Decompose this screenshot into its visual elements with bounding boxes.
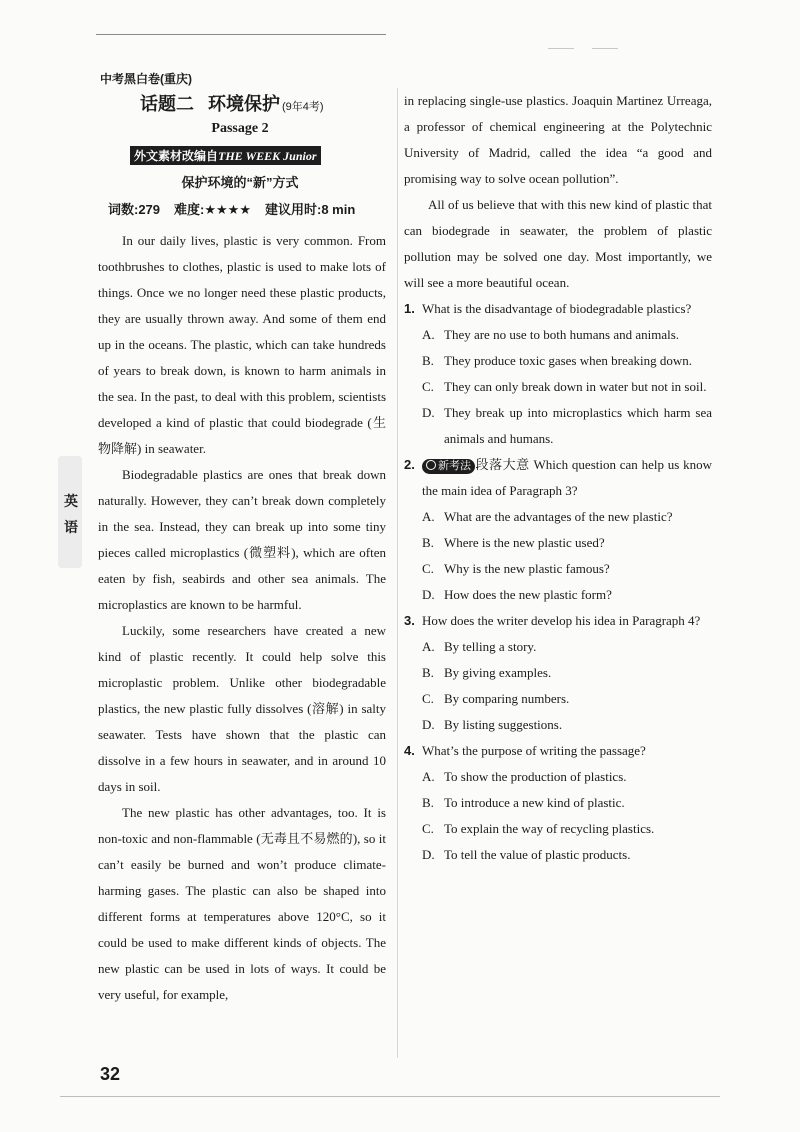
question-text: 段落大意 Which question can help us know the main idea of Paragraph 3? [422,457,712,498]
passage-subtitle: 保护环境的“新”方式 [181,175,299,190]
option-label: D. [422,717,435,732]
question-1 [404,296,712,452]
option-text: Where is the new plastic used? [444,535,605,550]
option-d [422,582,712,608]
option-label: C. [422,821,434,836]
topic-title: 环境保护 [208,94,280,114]
passage-paragraph-2: Biodegradable plastics are ones that break down naturally. However, they can’t break down completely in the sea. Instead, they can break up into some tiny pieces called microplastics (微塑料), which are often eaten by fish, seabirds and other sea animals. The microplastics are known to be harmful. [98,467,386,612]
option-c [422,374,712,400]
passage-paragraph-1: In our daily lives, plastic is very common. From toothbrushes to clothes, plastic is used to make lots of things. Once we no longer need these plastic products, they are usually thrown away. And some of them end up in the oceans. The plastic, which can take hundreds of years to break down, is known to harm animals in the sea. In the past, to deal with this problem, scientists developed a kind of plastic that could biodegrade (生物降解) in seawater. [98,233,386,456]
option-label: D. [422,405,435,420]
option-d [422,400,712,452]
question-text: What’s the purpose of writing the passage? [422,743,646,758]
option-text: What are the advantages of the new plastic? [444,509,673,524]
top-mark [592,48,618,49]
option-b [422,530,712,556]
passage-paragraph-5: All of us believe that with this new kind of plastic that can biodegrade in seawater, the problem of plastic pollution may be solved one day. Most importantly, we will see a more beautiful ocean. [404,197,712,290]
option-label: B. [422,535,434,550]
question-number: 1. [404,301,415,316]
topic-heading [140,90,324,116]
passage-paragraph-4-continued: in replacing single-use plastics. Joaquin Martinez Urreaga, a professor of chemical engineering at the Polytechnic University of Madrid, called the idea “a good and promising way to solve ocean pollution”. [404,93,712,186]
subject-side-label: 英语 [64,493,78,535]
new-method-badge [422,459,475,474]
option-label: A. [422,327,435,342]
question-number: 2. [404,457,415,472]
option-text: They can only break down in water but not in soil. [444,379,707,394]
question-text: How does the writer develop his idea in Paragraph 4? [422,613,701,628]
question-2 [404,452,712,608]
top-mark [548,48,574,49]
option-b [422,660,712,686]
question-3 [404,608,712,738]
option-a [422,634,712,660]
option-text: To show the production of plastics. [444,769,627,784]
option-label: D. [422,587,435,602]
option-a [422,504,712,530]
question-number: 3. [404,613,415,628]
topic-note: (9年4考) [282,101,324,113]
option-a [422,764,712,790]
option-text: To introduce a new kind of plastic. [444,795,625,810]
topic-label: 话题二 [140,94,194,114]
option-a [422,322,712,348]
option-label: A. [422,769,435,784]
passage-right-column [404,88,712,868]
option-label: B. [422,353,434,368]
passage-paragraph-3: Luckily, some researchers have created a new kind of plastic recently. It could help solve this microplastic problem. Unlike other biodegradable plastics, the new plastic fully dissolves (溶解) in salty seawater. Tests have shown that the plastic can dissolve in a few hours in seawater, and in around 10 days in soil. [98,623,386,794]
bottom-rule [60,1096,720,1097]
suggested-time: 建议用时:8 min [264,202,356,217]
difficulty-rating: 难度:★★★★ [174,202,251,217]
option-text: By telling a story. [444,639,537,654]
top-rule [96,34,386,35]
option-text: They are no use to both humans and animals. [444,327,680,342]
question-4 [404,738,712,868]
source-prefix: 外文素材改编自 [134,149,219,163]
option-text: By giving examples. [444,665,552,680]
series-brand: 中考黑白卷(重庆) [100,72,192,86]
option-c [422,686,712,712]
option-c [422,816,712,842]
column-divider [397,88,398,1058]
option-text: To explain the way of recycling plastics. [444,821,655,836]
option-c [422,556,712,582]
option-text: By listing suggestions. [444,717,563,732]
source-banner [130,146,321,165]
option-label: A. [422,509,435,524]
source-title: THE WEEK Junior [218,149,317,163]
passage-paragraph-4: The new plastic has other advantages, too. It is non-toxic and non-flammable (无毒且不易燃的), so it can’t easily be burned and won’t produce climate-harming gases. The plastic can also be shaped into different forms at temperatures above 120°C, so it could be used to make different kinds of objects. The new plastic can be used in lots of ways. It could be very useful, for example, [98,805,386,1002]
option-label: D. [422,847,435,862]
option-text: Why is the new plastic famous? [444,561,610,576]
option-d [422,712,712,738]
option-label: B. [422,795,434,810]
option-text: They produce toxic gases when breaking down. [444,353,693,368]
passage-label: Passage 2 [211,121,269,136]
option-text: By comparing numbers. [444,691,570,706]
option-d [422,842,712,868]
page-number: 32 [100,1064,121,1084]
option-label: A. [422,639,435,654]
bulb-icon [426,460,436,470]
option-b [422,348,712,374]
badge-label: 新考法 [438,460,471,472]
option-b [422,790,712,816]
question-number: 4. [404,743,415,758]
passage-stats [108,199,369,218]
question-text: What is the disadvantage of biodegradable plastics? [422,301,692,316]
word-count: 词数:279 [108,202,161,217]
passage-left-column [98,228,386,1008]
option-label: C. [422,379,434,394]
option-text: How does the new plastic form? [444,587,612,602]
option-label: C. [422,561,434,576]
option-label: B. [422,665,434,680]
option-label: C. [422,691,434,706]
option-text: To tell the value of plastic products. [444,847,631,862]
option-text: They break up into microplastics which harm sea animals and humans. [444,405,712,446]
